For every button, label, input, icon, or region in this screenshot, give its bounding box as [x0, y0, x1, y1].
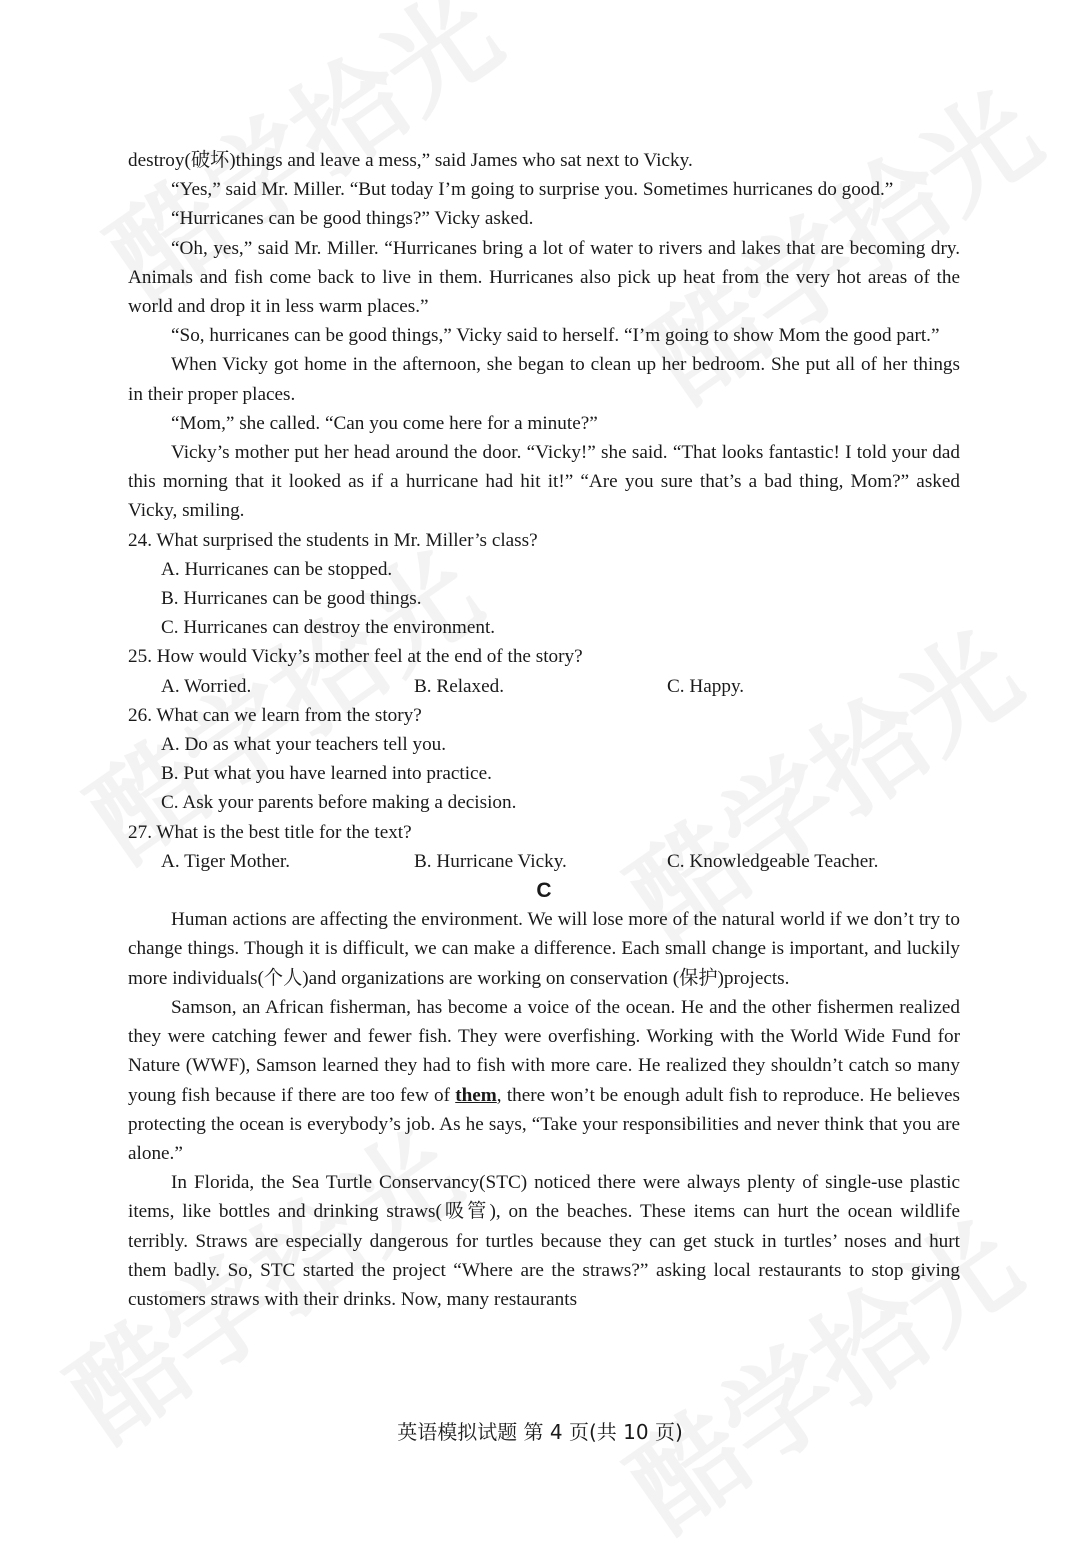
question-24: 24. What surprised the students in Mr. Miller’s class? — [128, 529, 538, 551]
options-27 — [128, 847, 960, 876]
option-26c: C. Ask your parents before making a decision. — [161, 792, 517, 814]
option-26b: B. Put what you have learned into practice. — [161, 763, 492, 785]
section-heading-c: C — [536, 879, 552, 903]
option-24a: A. Hurricanes can be stopped. — [161, 558, 393, 580]
option-25b: B. Relaxed. — [414, 675, 505, 697]
text-span: , there won’t be enough adult fish to reproduce. He believes protecting the ocean is everybody’s job. As he says, “Take your responsibilities and never think that you are alone.” — [128, 1084, 960, 1164]
paragraph: destroy(破坏)things and leave a mess,” said James who sat next to Vicky. — [128, 150, 693, 171]
option-24c: C. Hurricanes can destroy the environment. — [161, 617, 496, 639]
paragraph: In Florida, the Sea Turtle Conservancy(STC) noticed there were always plenty of single-use plastic items, like bottles and drinking straws(吸管), on the beaches. These items can hurt the ocean wildlife terribly. Straws are especially dangerous for turtles because they can get stuck in turtles’ noses and hurt them badly. So, STC started the project “Where are the straws?” asking local restaurants to stop giving customers straws with their drinks. Now, many restaurants — [128, 1172, 960, 1310]
paragraph: “Hurricanes can be good things?” Vicky asked. — [171, 208, 534, 230]
underlined-word: them — [455, 1084, 497, 1106]
question-25: 25. How would Vicky’s mother feel at the end of the story? — [128, 646, 583, 668]
option-27b: B. Hurricane Vicky. — [414, 850, 567, 872]
paragraph — [128, 993, 960, 1168]
option-24b: B. Hurricanes can be good things. — [161, 588, 422, 610]
question-26: 26. What can we learn from the story? — [128, 704, 422, 726]
page-content — [128, 146, 960, 1314]
paragraph: Human actions are affecting the environment. We will lose more of the natural world if we don’t try to change things. Though it is difficult, we can make a difference. Each small change is important, and luckily more individuals(个人)and organizations are working on conservation (保护)projects. — [128, 909, 960, 989]
paragraph: Vicky’s mother put her head around the door. “Vicky!” she said. “That looks fantastic! I told your dad this morning that it looked as if a hurricane had hit it!” “Are you sure that’s a bad thing, Mom?” asked Vicky, smiling. — [128, 442, 960, 522]
question-27: 27. What is the best title for the text? — [128, 821, 412, 843]
paragraph: “So, hurricanes can be good things,” Vicky said to herself. “I’m going to show Mom the good part.” — [171, 325, 940, 347]
paragraph: When Vicky got home in the afternoon, she began to clean up her bedroom. She put all of her things in their proper places. — [128, 354, 960, 405]
option-26a: A. Do as what your teachers tell you. — [161, 734, 447, 756]
paragraph: “Mom,” she called. “Can you come here for a minute?” — [171, 412, 598, 434]
option-27a: A. Tiger Mother. — [161, 850, 290, 872]
page-footer: 英语模拟试题 第 4 页(共 10 页) — [397, 1420, 683, 1444]
paragraph: “Yes,” said Mr. Miller. “But today I’m going to surprise you. Sometimes hurricanes do good.” — [171, 179, 894, 201]
option-27c: C. Knowledgeable Teacher. — [667, 850, 879, 872]
paragraph: “Oh, yes,” said Mr. Miller. “Hurricanes bring a lot of water to rivers and lakes that are becoming dry. Animals and fish come back to live in them. Hurricanes also pick up heat from the very hot areas of the world and drop it in less warm places.” — [128, 237, 960, 318]
options-25 — [128, 672, 960, 701]
option-25a: A. Worried. — [161, 675, 252, 697]
text-span: Samson, an African fisherman, has become a voice of the ocean. He and the other fishermen realized they were catching fewer and fewer fish. They were overfishing. Working with the World Wide Fund for Nature (WWF), Samson learned they had to fish with more care. He realized they shouldn’t catch so many young fish because if there are too few of — [128, 996, 960, 1106]
option-25c: C. Happy. — [667, 675, 745, 697]
